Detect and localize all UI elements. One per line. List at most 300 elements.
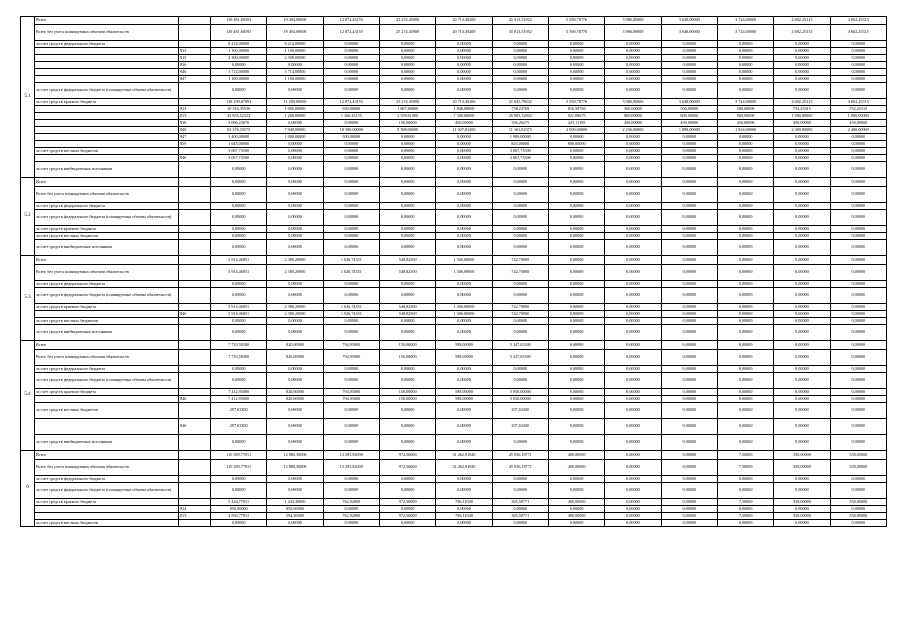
row-label: за счет средств краевого бюджета [35,304,179,311]
value-cell: 7,50000 [717,460,773,476]
value-cell: 4 602,25315 [774,99,830,106]
budget-code [179,203,211,210]
value-cell: 5 347,63300 [492,341,548,350]
value-cell: 0,00000 [774,476,830,483]
value-cell: 0,00000 [267,483,323,499]
value-cell: 0,00000 [267,162,323,178]
section-number: 5.1 [21,17,35,178]
value-cell: 9 398,00000 [379,127,435,134]
value-cell: 2 236,00000 [605,127,661,134]
value-cell: 0,00000 [661,41,717,48]
value-cell: 0,00000 [830,187,886,203]
value-cell: 0,00000 [323,318,379,325]
value-cell: 5 590,78776 [548,99,604,106]
value-cell: 0,00000 [661,304,717,311]
row-label [35,120,179,127]
value-cell: 0,00000 [830,318,886,325]
table-row [21,256,887,265]
value-cell: 1 160,43155 [323,113,379,120]
value-cell: 0,00000 [605,41,661,48]
value-cell: 0,00000 [661,341,717,350]
budget-code [179,483,211,499]
value-cell: 8 214,00000 [267,41,323,48]
value-cell: 0,00000 [661,187,717,203]
budget-code [179,403,211,419]
value-cell: 0,00000 [605,226,661,233]
row-label: за счет средств федерального бюджета (планируемые объемы обязательств) [35,83,179,99]
value-cell: 0,00000 [436,76,492,83]
value-cell: 5 914,46851 [211,304,267,311]
value-cell: 0,00000 [323,506,379,513]
value-cell: 45 855,52322 [211,113,267,120]
value-cell: 0,00000 [436,233,492,240]
value-cell: 972,56000 [379,460,435,476]
value-cell: 0,00000 [323,203,379,210]
table-row [21,265,887,281]
value-cell: 972,56000 [379,499,435,506]
value-cell: 0,00000 [379,288,435,304]
value-cell: 0,00000 [661,435,717,451]
value-cell: 7,50000 [717,513,773,520]
value-cell: 8 214,00000 [211,41,267,48]
value-cell: 358,00000 [774,499,830,506]
value-cell: 150,00000 [379,341,435,350]
budget-code [179,281,211,288]
value-cell: 2 300,00000 [267,55,323,62]
value-cell: 0,00000 [717,435,773,451]
value-cell: 0,00000 [211,162,267,178]
value-cell: 0,00000 [323,178,379,187]
row-label: за счет средств местных бюджетов [35,318,179,325]
table-row [21,476,887,483]
table-row [21,210,887,226]
value-cell: 0,00000 [774,288,830,304]
value-cell: 0,00000 [548,403,604,419]
value-cell: 0,00000 [830,83,886,99]
value-cell: 0,00000 [661,403,717,419]
value-cell: 752,25315 [830,106,886,113]
value-cell: 500,00000 [661,106,717,113]
value-cell: 0,00000 [548,83,604,99]
value-cell: 0,00000 [436,62,492,69]
table-row [21,373,887,389]
row-label: за счет средств местных бюджетов [35,520,179,527]
table-row [21,106,887,113]
value-cell: 0,00000 [605,318,661,325]
value-cell: 0,00000 [323,210,379,226]
value-cell: 297,63300 [211,403,267,419]
value-cell: 0,00000 [548,325,604,341]
value-cell: 0,00000 [323,403,379,419]
value-cell: 400,00000 [548,499,604,506]
value-cell: 1 306,00000 [436,256,492,265]
value-cell: 0,00000 [830,226,886,233]
value-cell: 1 867,86800 [379,106,435,113]
value-cell: 0,00000 [379,210,435,226]
value-cell: 0,00000 [548,210,604,226]
value-cell: 5 050,00000 [492,389,548,396]
value-cell: 0,00000 [830,155,886,162]
value-cell: 5 590,78776 [548,25,604,41]
value-cell: 0,00000 [323,366,379,373]
value-cell: 0,00000 [436,148,492,155]
value-cell: 0,00000 [323,281,379,288]
value-cell: 0,00000 [323,325,379,341]
value-cell: 365,58771 [492,513,548,520]
value-cell: 19 494,00000 [267,17,323,25]
row-label [35,134,179,141]
table-row [21,520,887,527]
value-cell: 1 100,00000 [211,48,267,55]
value-cell: 0,00000 [661,162,717,178]
value-cell: 0,00000 [548,178,604,187]
value-cell: 850,00000 [211,506,267,513]
value-cell: 0,00000 [211,520,267,527]
value-cell: 0,00000 [717,48,773,55]
row-label: за счет средств местных бюджетов [35,403,179,419]
value-cell: 0,00000 [605,403,661,419]
row-label: Всего без учета планируемых объемов обязательств [35,350,179,366]
value-cell: 0,00000 [436,483,492,499]
value-cell: 0,00000 [830,210,886,226]
value-cell: 425,11395 [548,120,604,127]
row-label: за счет средств краевого бюджета [35,499,179,506]
value-cell: 0,00000 [774,281,830,288]
value-cell: 0,00000 [267,210,323,226]
value-cell: 7 412,95000 [211,389,267,396]
value-cell: 0,00000 [211,318,267,325]
value-cell: 0,00000 [774,83,830,99]
value-cell: 1 306,00000 [436,311,492,318]
value-cell: 3 724,00000 [717,25,773,41]
value-cell: 598,00000 [436,341,492,350]
value-cell: 0,00000 [436,178,492,187]
value-cell: 41 945,78432 [492,99,548,106]
value-cell: 0,00000 [830,483,886,499]
value-cell: 0,00000 [717,265,773,281]
value-cell: 358,00000 [830,499,886,506]
value-cell: 0,00000 [267,435,323,451]
value-cell: 0,00000 [605,76,661,83]
value-cell: 150,00000 [379,350,435,366]
budget-code [179,476,211,483]
value-cell: 0,00000 [323,48,379,55]
row-label: за счет средств федерального бюджета [35,281,179,288]
budget-code [179,325,211,341]
value-cell: 0,00000 [605,203,661,210]
value-cell: 3 986,00000 [605,25,661,41]
value-cell: 25 274,45900 [379,25,435,41]
value-cell: 794,95000 [323,341,379,350]
value-cell: 1 200,00000 [267,113,323,120]
value-cell: 297,63300 [492,419,548,435]
row-label [35,48,179,55]
value-cell: 1 000,00000 [774,113,830,120]
value-cell: 4 602,25315 [774,17,830,25]
value-cell: 0,00000 [323,240,379,256]
value-cell: 0,00000 [661,265,717,281]
value-cell: 45 013,51952 [492,17,548,25]
value-cell: 0,00000 [774,350,830,366]
value-cell: 3 648,00000 [661,25,717,41]
table-row [21,178,887,187]
value-cell: 0,00000 [717,341,773,350]
value-cell: 0,00000 [717,162,773,178]
value-cell: 972,56000 [379,513,435,520]
value-cell: 0,00000 [492,288,548,304]
value-cell: 0,00000 [323,148,379,155]
value-cell: 0,00000 [267,288,323,304]
value-cell: 0,00000 [379,373,435,389]
budget-code [179,41,211,48]
value-cell: 0,00000 [267,83,323,99]
value-cell: 0,00000 [379,435,435,451]
value-cell: 0,00000 [605,155,661,162]
table-row [21,155,887,162]
value-cell: 0,00000 [548,520,604,527]
value-cell: 0,00000 [548,311,604,318]
value-cell: 1 900,00000 [492,134,548,141]
value-cell: 0,00000 [661,62,717,69]
value-cell: 0,00000 [605,281,661,288]
value-cell: 1 848,00000 [436,106,492,113]
value-cell: 0,00000 [323,155,379,162]
value-cell: 0,00000 [830,403,886,419]
value-cell: 0,00000 [492,281,548,288]
value-cell: 2 380,20000 [267,311,323,318]
row-label: за счет средств внебюджетных источников [35,240,179,256]
value-cell: 3 986,00000 [605,17,661,25]
value-cell: 0,00000 [717,41,773,48]
value-cell: 0,00000 [605,83,661,99]
value-cell: 0,00000 [605,187,661,203]
value-cell: 0,00000 [379,520,435,527]
value-cell: 0,00000 [717,483,773,499]
row-label [35,113,179,120]
value-cell: 0,00000 [605,265,661,281]
value-cell: 0,00000 [717,134,773,141]
value-cell: 0,00000 [774,48,830,55]
value-cell: 0,00000 [717,396,773,403]
value-cell: 820,00000 [267,396,323,403]
value-cell: 0,00000 [605,451,661,460]
value-cell: 0,00000 [830,366,886,373]
value-cell: 26 983,32992 [492,113,548,120]
table-row [21,17,887,25]
value-cell: 0,00000 [605,435,661,451]
value-cell: 0,00000 [774,341,830,350]
value-cell: 358,00000 [830,460,886,476]
row-label [35,69,179,76]
value-cell: 0,00000 [605,210,661,226]
budget-code [179,148,211,155]
row-label: за счет средств федерального бюджета (планируемые объемы обязательств) [35,288,179,304]
row-label [35,127,179,134]
table-row [21,83,887,99]
value-cell: 0,00000 [267,178,323,187]
value-cell: 11 027,81200 [436,127,492,134]
value-cell: 0,00000 [717,62,773,69]
value-cell: 45 936,18771 [492,460,548,476]
value-cell: 0,00000 [717,403,773,419]
value-cell: 0,00000 [661,419,717,435]
value-cell: 0,00000 [436,240,492,256]
value-cell: 0,00000 [492,162,548,178]
table-row [21,99,887,106]
budget-code [179,25,211,41]
value-cell: 0,00000 [436,83,492,99]
value-cell: 0,00000 [717,366,773,373]
value-cell: 0,00000 [379,55,435,62]
value-cell: 0,00000 [548,389,604,396]
value-cell: 7 940,00000 [267,127,323,134]
value-cell: 0,00000 [774,304,830,311]
value-cell: 3 724,00000 [717,99,773,106]
value-cell: 358,00000 [774,451,830,460]
value-cell: 0,00000 [605,419,661,435]
value-cell: 0,00000 [548,48,604,55]
row-label: Всего [35,451,179,460]
budget-code [179,366,211,373]
row-label [35,513,179,520]
table-row [21,127,887,134]
value-cell: 0,00000 [323,288,379,304]
value-cell: 0,00000 [661,256,717,265]
value-cell: 5 914,46851 [211,265,267,281]
value-cell: 7,50000 [717,499,773,506]
value-cell: 150,00000 [379,120,435,127]
value-cell: 0,00000 [492,48,548,55]
value-cell: 0,00000 [717,288,773,304]
value-cell: 1 000,00000 [830,113,886,120]
value-cell: 0,00000 [830,62,886,69]
value-cell: 0,00000 [605,233,661,240]
value-cell: 845,00000 [492,141,548,148]
value-cell: 0,00000 [661,55,717,62]
value-cell: 0,00000 [492,69,548,76]
value-cell: 3 067,73500 [492,148,548,155]
value-cell: 0,00000 [717,350,773,366]
value-cell: 3 067,73500 [211,155,267,162]
value-cell: 800,00000 [661,113,717,120]
value-cell: 742,70000 [492,311,548,318]
value-cell: 0,00000 [379,203,435,210]
value-cell: 0,00000 [548,256,604,265]
value-cell: 3 067,73500 [211,148,267,155]
value-cell: 0,00000 [548,240,604,256]
value-cell: 0,00000 [436,141,492,148]
value-cell: 0,00000 [211,483,267,499]
value-cell: 752,25315 [774,106,830,113]
value-cell: 0,00000 [548,288,604,304]
value-cell: 0,00000 [661,178,717,187]
row-label [35,155,179,162]
value-cell: 0,00000 [661,451,717,460]
row-label: за счет средств краевого бюджета [35,389,179,396]
row-label: Всего [35,178,179,187]
value-cell: 0,00000 [830,341,886,350]
value-cell: 0,00000 [436,187,492,203]
value-cell: 1 026,74351 [323,304,379,311]
value-cell: 0,00000 [717,203,773,210]
value-cell: 598,00000 [436,396,492,403]
budget-code: 813 [179,48,211,55]
value-cell: 7 380,00000 [436,113,492,120]
row-label: Всего без учета планируемых объемов обязательств [35,460,179,476]
value-cell: 1 434,30000 [267,499,323,506]
value-cell: 0,00000 [548,281,604,288]
value-cell: 0,00000 [267,62,323,69]
budget-code: 847 [179,134,211,141]
value-cell: 0,00000 [774,203,830,210]
value-cell: 0,00000 [830,148,886,155]
row-label: за счет средств внебюджетных источников [35,325,179,341]
value-cell: 1 924,00000 [717,127,773,134]
value-cell: 0,00000 [323,62,379,69]
value-cell: 598,00000 [436,389,492,396]
table-row [21,69,887,76]
value-cell: 0,00000 [661,311,717,318]
value-cell: 0,00000 [548,318,604,325]
value-cell: 0,00000 [211,62,267,69]
value-cell: 0,00000 [379,419,435,435]
value-cell: 0,00000 [379,69,435,76]
value-cell: 0,00000 [661,226,717,233]
value-cell: 0,00000 [267,476,323,483]
value-cell: 584,30000 [267,513,323,520]
value-cell: 1 100,00000 [267,48,323,55]
value-cell: 0,00000 [436,476,492,483]
row-label [35,141,179,148]
value-cell: 0,00000 [436,288,492,304]
value-cell: 0,00000 [492,435,548,451]
value-cell: 0,00000 [661,350,717,366]
value-cell: 0,00000 [548,55,604,62]
value-cell: 128 199,87093 [211,99,267,106]
budget-code: 816 [179,62,211,69]
table-row [21,25,887,41]
value-cell: 1 026,74351 [323,256,379,265]
value-cell: 0,00000 [548,155,604,162]
value-cell: 0,00000 [323,187,379,203]
value-cell: 0,00000 [436,373,492,389]
value-cell: 0,00000 [379,366,435,373]
value-cell: 0,00000 [830,389,886,396]
value-cell: 0,00000 [661,148,717,155]
value-cell: 0,00000 [379,483,435,499]
value-cell: 0,00000 [661,506,717,513]
value-cell: 400,00000 [548,451,604,460]
value-cell: 972,56000 [379,451,435,460]
table-row [21,62,887,69]
budget-code: 813 [179,106,211,113]
value-cell: 500,00000 [717,106,773,113]
value-cell: 0,00000 [717,373,773,389]
value-cell: 0,00000 [605,311,661,318]
value-cell: 13 295,82000 [323,451,379,460]
value-cell: 0,00000 [548,350,604,366]
value-cell: 45 936,18771 [492,451,548,460]
value-cell: 358,00000 [774,460,830,476]
row-label [35,106,179,113]
value-cell: 0,00000 [661,233,717,240]
value-cell: 0,00000 [661,48,717,55]
value-cell: 0,00000 [323,55,379,62]
budget-code: 859 [179,141,211,148]
value-cell: 0,00000 [774,389,830,396]
value-cell: 800,00000 [717,113,773,120]
value-cell: 3 648,00000 [661,17,717,25]
